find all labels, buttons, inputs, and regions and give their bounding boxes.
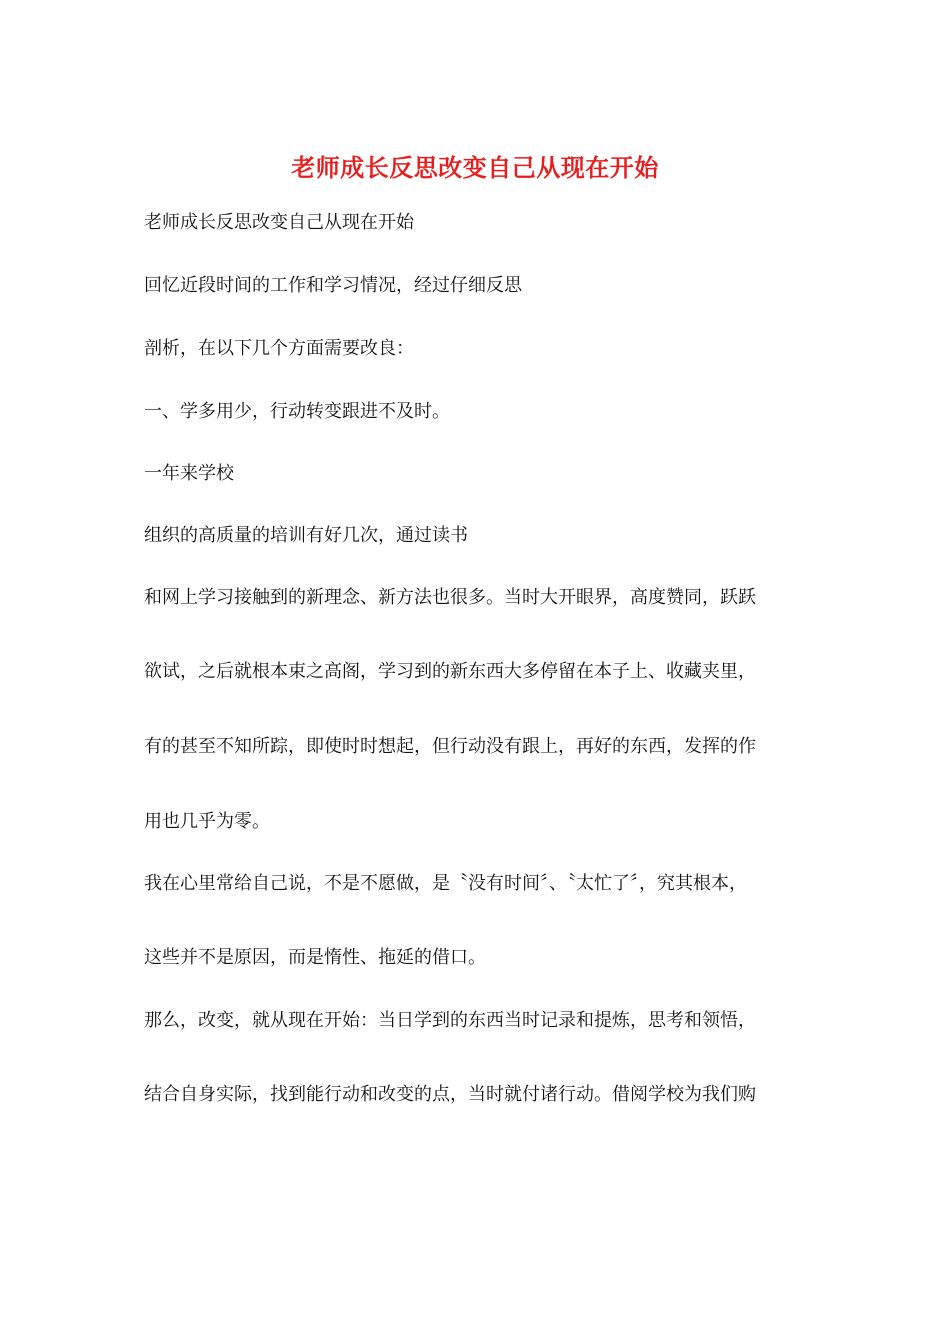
paragraph-line: 和网上学习接触到的新理念、新方法也很多。当时大开眼界，高度赞同，跃跃 bbox=[144, 587, 756, 608]
paragraph-line: 有的甚至不知所踪，即使时时想起，但行动没有跟上，再好的东西，发挥的作 bbox=[144, 736, 756, 757]
paragraph-line: 回忆近段时间的工作和学习情况，经过仔细反思 bbox=[144, 275, 522, 296]
paragraph-line: 用也几乎为零。 bbox=[144, 811, 270, 832]
paragraph-line: 结合自身实际，找到能行动和改变的点，当时就付诸行动。借阅学校为我们购 bbox=[144, 1084, 756, 1105]
paragraph-line: 我在心里常给自己说，不是不愿做，是〝没有时间〞、〝太忙了〞，究其根本， bbox=[144, 873, 747, 894]
section-heading: 一、学多用少，行动转变跟进不及时。 bbox=[144, 401, 450, 422]
paragraph-line: 组织的高质量的培训有好几次，通过读书 bbox=[144, 525, 468, 546]
paragraph-line: 老师成长反思改变自己从现在开始 bbox=[144, 212, 414, 233]
paragraph-line: 一年来学校 bbox=[144, 463, 234, 484]
paragraph-line: 欲试，之后就根本束之高阁，学习到的新东西大多停留在本子上、收藏夹里， bbox=[144, 661, 756, 682]
document-title: 老师成长反思改变自己从现在开始 bbox=[291, 153, 659, 182]
paragraph-line: 这些并不是原因，而是惰性、拖延的借口。 bbox=[144, 947, 486, 968]
paragraph-line: 剖析，在以下几个方面需要改良： bbox=[144, 338, 414, 359]
paragraph-line: 那么，改变，就从现在开始：当日学到的东西当时记录和提炼，思考和领悟， bbox=[144, 1010, 756, 1031]
